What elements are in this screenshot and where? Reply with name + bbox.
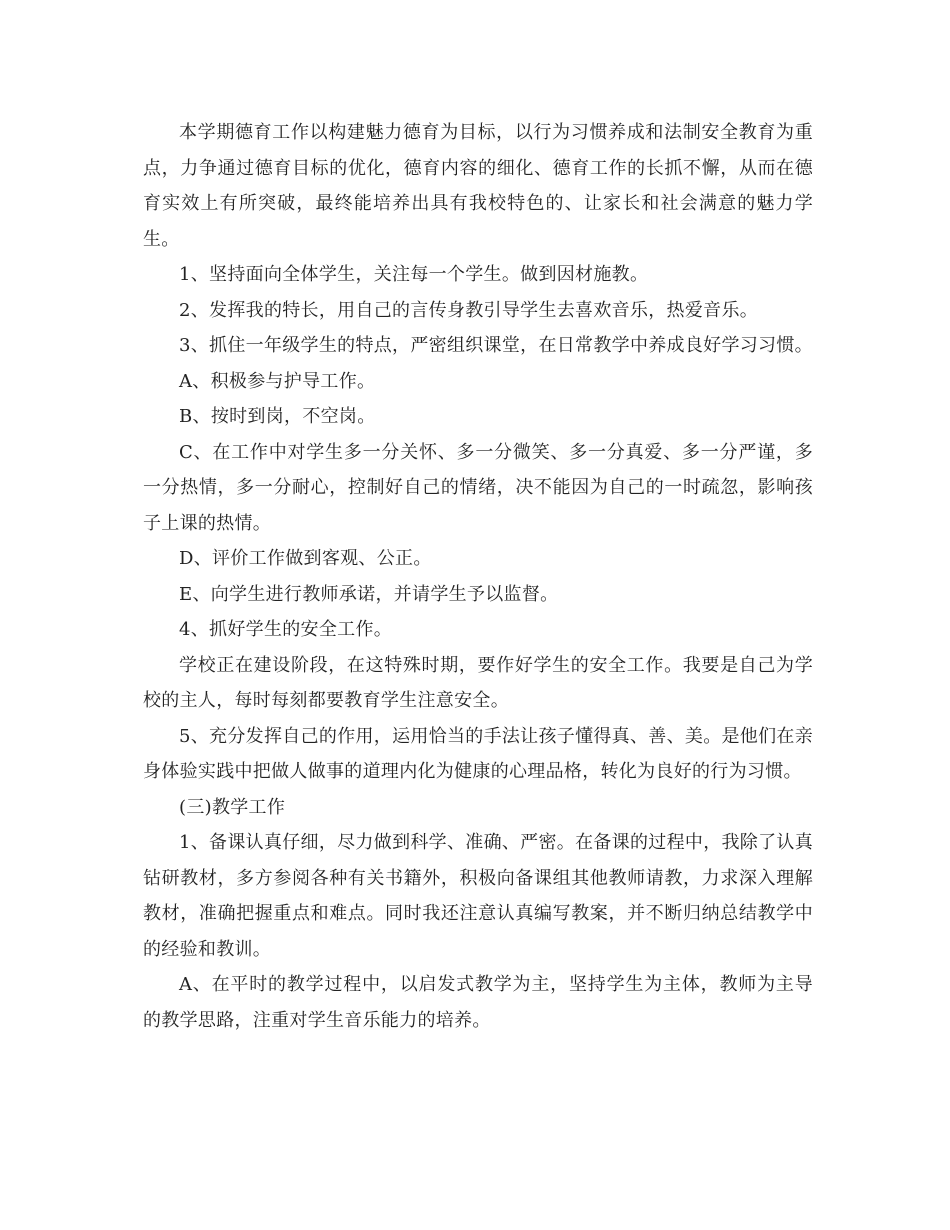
paragraph-item-d: D、评价工作做到客观、公正。 bbox=[179, 548, 432, 569]
paragraph-item-a: A、积极参与护导工作。 bbox=[179, 370, 376, 392]
section-heading-teaching-work: (三)教学工作 bbox=[179, 796, 286, 818]
paragraph-item-4: 4、抓好学生的安全工作。 bbox=[179, 619, 393, 640]
paragraph-moral-education-goal: 本学期德育工作以构建魅力德育为目标，以行为习惯养成和法制安全教育为重点，力争通过德育目标的优化，德育内容的细化、德育工作的长抓不懈，从而在德育实效上有所突破，最终能培养出具有我校特色的、让家长和社会满意的魅力学生。 bbox=[143, 122, 813, 250]
paragraph-item-e: E、向学生进行教师承诺，并请学生予以监督。 bbox=[179, 583, 559, 605]
paragraph-safety-work: 学校正在建设阶段，在这特殊时期，要作好学生的安全工作。我要是自己为学校的主人，每时每刻都要教育学生注意安全。 bbox=[143, 654, 813, 711]
paragraph-lesson-prep: 1、备课认真仔细，尽力做到科学、准确、严密。在备课的过程中，我除了认真钻研教材，多方参阅各种有关书籍外，积极向备课组其他教师请教，力求深入理解教材，准确把握重点和难点。同时我还注意认真编写教案，并不断归纳总结教学中的经验和教训。 bbox=[143, 832, 813, 960]
paragraph-item-2: 2、发挥我的特长，用自己的言传身教引导学生去喜欢音乐，热爱音乐。 bbox=[179, 299, 759, 321]
paragraph-teaching-approach: A、在平时的教学过程中，以启发式教学为主，坚持学生为主体，教师为主导的教学思路，注重对学生音乐能力的培养。 bbox=[143, 974, 813, 1031]
paragraph-item-1: 1、坚持面向全体学生，关注每一个学生。做到因材施教。 bbox=[179, 264, 649, 285]
paragraph-item-5: 5、充分发挥自己的作用，运用恰当的手法让孩子懂得真、善、美。是他们在亲身体验实践中把做人做事的道理内化为健康的心理品格，转化为良好的行为习惯。 bbox=[143, 725, 813, 782]
paragraph-item-c: C、在工作中对学生多一分关怀、多一分微笑、多一分真爱、多一分严谨，多一分热情，多一分耐心，控制好自己的情绪，决不能因为自己的一时疏忽，影响孩子上课的热情。 bbox=[143, 441, 813, 534]
document-body bbox=[143, 115, 813, 1038]
paragraph-item-3: 3、抓住一年级学生的特点，严密组织课堂，在日常教学中养成良好学习习惯。 bbox=[179, 335, 813, 356]
paragraph-item-b: B、按时到岗，不空岗。 bbox=[179, 406, 376, 427]
